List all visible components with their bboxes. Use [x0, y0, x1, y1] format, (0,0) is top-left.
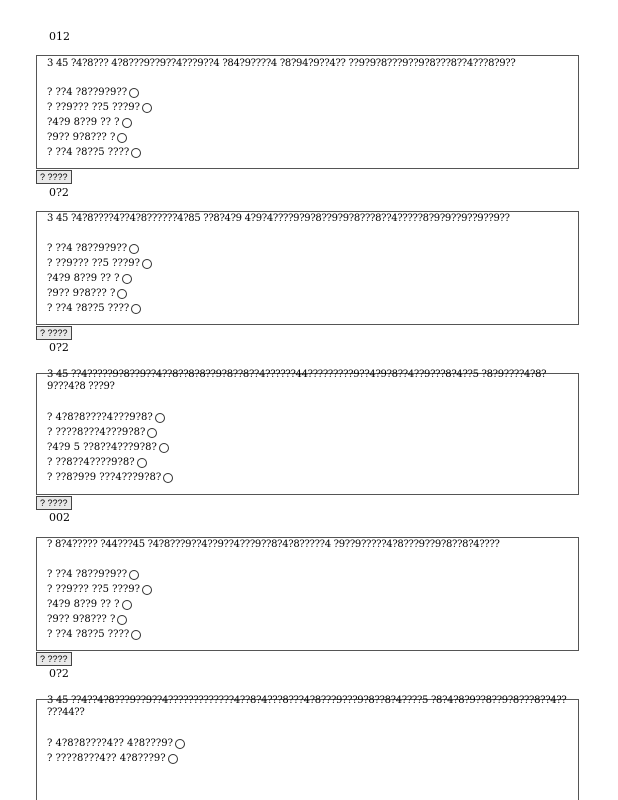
option-row[interactable]: [47, 751, 185, 766]
option-label: ? ????8???4???9?8?: [47, 427, 146, 438]
option-label: ? ??9??? ??5 ???9?: [47, 102, 140, 113]
option-label: ? ??4 ?8??9?9??: [47, 243, 128, 254]
options-list: [47, 85, 152, 160]
question-number: 002: [49, 511, 70, 524]
radio-button[interactable]: [142, 585, 152, 595]
radio-button[interactable]: [155, 413, 165, 423]
question-text: 3 45 ??4?????9?8??9??4??8??8?8??9?8??8??4??????44?????????9??4?9?8??4??9???8?4??5 ?8?9????4?8?9???4?8 ???9?: [47, 369, 547, 392]
radio-button[interactable]: [131, 630, 141, 640]
radio-button[interactable]: [168, 754, 178, 764]
options-list: [47, 241, 152, 316]
options-list: [47, 567, 152, 642]
question-number: 0?2: [49, 667, 69, 680]
radio-button[interactable]: [122, 274, 132, 284]
option-row[interactable]: [47, 301, 152, 316]
option-label: ? ??9??? ??5 ???9?: [47, 258, 140, 269]
option-row[interactable]: [47, 582, 152, 597]
radio-button[interactable]: [117, 289, 127, 299]
radio-button[interactable]: [129, 88, 139, 98]
question-text: 3 45 ?4?8????4??4?8??????4?85 ??8?4?9 4?9?4????9?9?8??9?9?8???8??4?????8?9?9??9??9??9??: [47, 213, 510, 224]
options-list: [47, 736, 185, 766]
option-row[interactable]: [47, 455, 173, 470]
radio-button[interactable]: [147, 428, 157, 438]
option-row[interactable]: [47, 256, 152, 271]
option-label: ? ??4 ?8??9?9??: [47, 87, 128, 98]
option-row[interactable]: [47, 425, 173, 440]
radio-button[interactable]: [159, 443, 169, 453]
options-list: [47, 410, 173, 485]
radio-button[interactable]: [137, 458, 147, 468]
option-label: ?4?9 8??9 ?? ?: [47, 599, 120, 610]
option-row[interactable]: [47, 145, 152, 160]
option-row[interactable]: [47, 100, 152, 115]
radio-button[interactable]: [129, 244, 139, 254]
option-label: ? 4?8?8????4?? 4?8???9?: [47, 738, 173, 749]
option-label: ?4?9 5 ??8??4???9?8?: [47, 442, 157, 453]
question-box: [36, 695, 579, 800]
radio-button[interactable]: [122, 600, 132, 610]
option-row[interactable]: [47, 627, 152, 642]
question-number: 0?2: [49, 341, 69, 354]
option-label: ? ??8??4????9?8?: [47, 457, 135, 468]
option-label: ? ??4 ?8??9?9??: [47, 569, 128, 580]
option-label: ?9?? 9?8??? ?: [47, 132, 116, 143]
option-row[interactable]: [47, 271, 152, 286]
question-text: 3 45 ?4?8??? 4?8???9??9??4???9??4 ?84?9????4 ?8?94?9??4?? ??9?9?8???9??9?8???8??4???8?9??: [47, 58, 516, 69]
submit-button[interactable]: ? ????: [36, 326, 72, 340]
option-row[interactable]: [47, 597, 152, 612]
option-label: ? ??4 ?8??5 ????: [47, 147, 130, 158]
option-label: ?9?? 9?8??? ?: [47, 288, 116, 299]
option-row[interactable]: [47, 612, 152, 627]
option-label: ? ??9??? ??5 ???9?: [47, 584, 140, 595]
radio-button[interactable]: [117, 615, 127, 625]
option-row[interactable]: [47, 736, 185, 751]
option-label: ? 4?8?8????4???9?8?: [47, 412, 153, 423]
option-row[interactable]: [47, 286, 152, 301]
option-row[interactable]: [47, 567, 152, 582]
option-label: ? ??4 ?8??5 ????: [47, 629, 130, 640]
option-label: ? ??4 ?8??5 ????: [47, 303, 130, 314]
submit-button[interactable]: ? ????: [36, 170, 72, 184]
option-row[interactable]: [47, 130, 152, 145]
radio-button[interactable]: [131, 148, 141, 158]
question-number: 012: [49, 30, 70, 43]
radio-button[interactable]: [131, 304, 141, 314]
option-row[interactable]: [47, 115, 152, 130]
option-row[interactable]: [47, 241, 152, 256]
question-text: 3 45 ??4??4?8???9??9??4?????????????4??8?4???8???4?8???9???9?8??8?4????5 ?8?4?8?9??8??9?8???8??4?? ???44??: [47, 695, 567, 718]
submit-button[interactable]: ? ????: [36, 652, 72, 666]
question-box: [36, 369, 579, 495]
option-row[interactable]: [47, 440, 173, 455]
question-text: ? 8?4????? ?44???45 ?4?8???9??4??9??4???9??8?4?8?????4 ?9??9?????4?8???9??9?8??8?4????: [47, 539, 500, 550]
option-label: ? ????8???4?? 4?8???9?: [47, 753, 166, 764]
question-number: 0?2: [49, 186, 69, 199]
radio-button[interactable]: [163, 473, 173, 483]
question-box: [36, 55, 579, 169]
question-box: [36, 211, 579, 325]
option-label: ?4?9 8??9 ?? ?: [47, 117, 120, 128]
radio-button[interactable]: [142, 103, 152, 113]
option-row[interactable]: [47, 85, 152, 100]
radio-button[interactable]: [122, 118, 132, 128]
radio-button[interactable]: [142, 259, 152, 269]
radio-button[interactable]: [175, 739, 185, 749]
submit-button[interactable]: ? ????: [36, 496, 72, 510]
option-label: ?9?? 9?8??? ?: [47, 614, 116, 625]
option-row[interactable]: [47, 470, 173, 485]
option-label: ?4?9 8??9 ?? ?: [47, 273, 120, 284]
option-label: ? ??8?9?9 ???4???9?8?: [47, 472, 162, 483]
option-row[interactable]: [47, 410, 173, 425]
radio-button[interactable]: [117, 133, 127, 143]
question-box: [36, 537, 579, 651]
radio-button[interactable]: [129, 570, 139, 580]
